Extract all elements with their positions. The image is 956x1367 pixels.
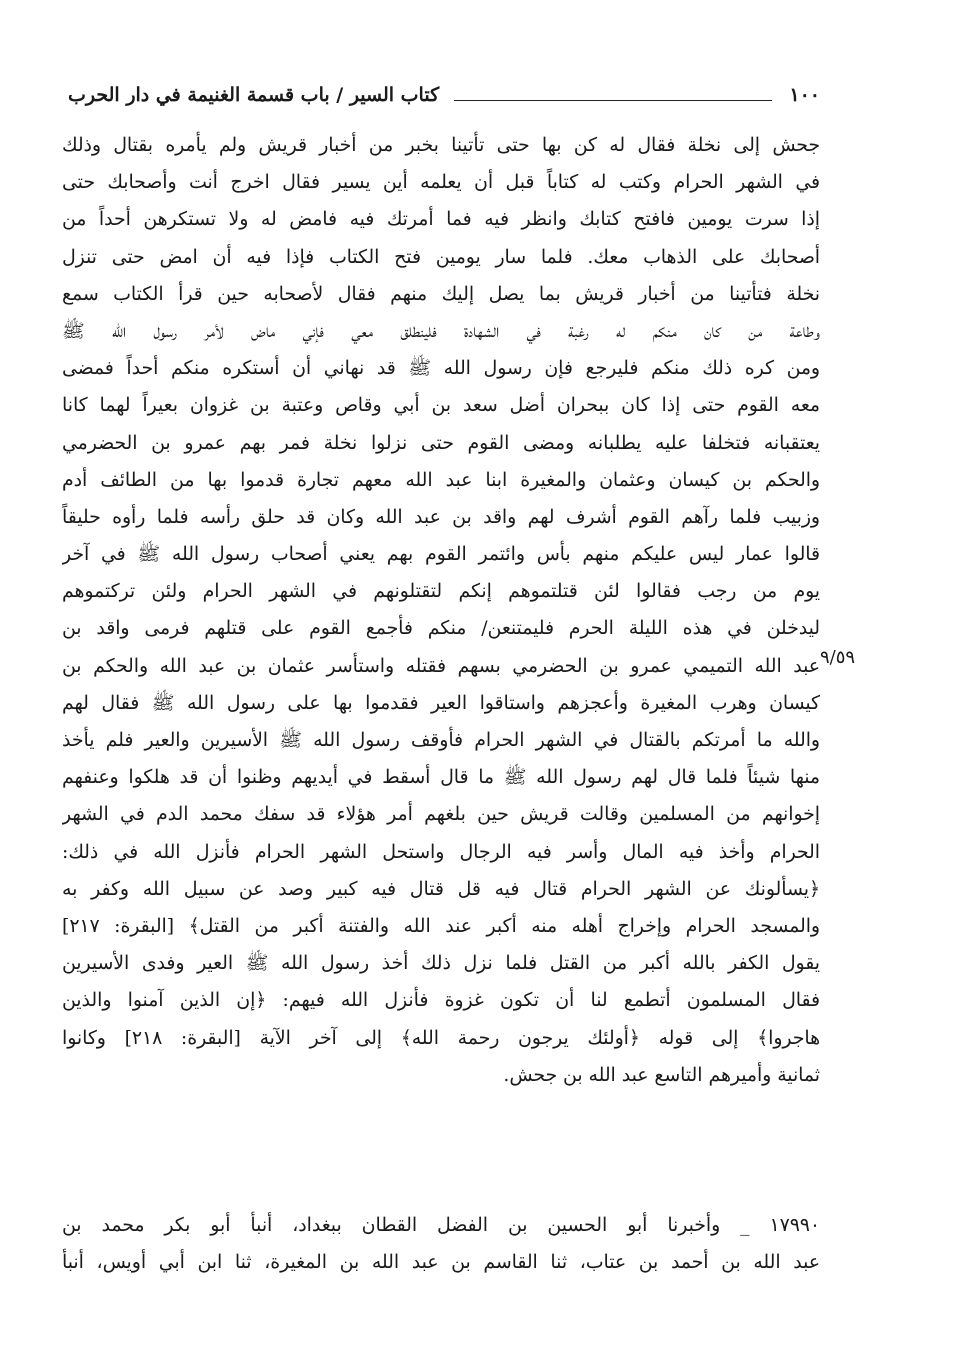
text-line: فقال المسلمون أتطمع لنا أن تكون غزوة فأنزل الله فيهم: ﴿إن الذين آمنوا والذين	[62, 990, 820, 1012]
text-line: هاجروا﴾ إلى قوله ﴿أولئك يرجون رحمة الله﴾ إلى آخر الآية [البقرة: ٢١٨] وكانوا	[62, 1027, 820, 1049]
page-number: ١٠٠	[789, 84, 820, 106]
text-line: نخلة فتأتينا من أخبار قريش بما يصل إليك منهم فقال لأصحابه حين قرأ الكتاب سمع	[62, 283, 820, 305]
text-line: ثمانية وأميرهم التاسع عبد الله بن جحش.	[503, 1064, 820, 1086]
text-line: أصحابك على الذهاب معك. فلما سار يومين فتح الكتاب فإذا فيه أن امض حتى تنزل	[62, 246, 820, 268]
text-line: كيسان وهرب المغيرة وأعجزهم واستاقوا العير فقدموا بها على رسول الله ﷺ فقال لهم	[62, 692, 820, 714]
main-text	[62, 127, 820, 1094]
text-line: وطاعة من كان منكم له رغبة في الشهادة فلينطلق معي فإني ماض لأمر رسول الله ﷺ	[62, 320, 820, 342]
text-line: وزبيب فلما رآهم القوم أشرف لهم واقد بن عبد الله وكان قد حلق رأسه فلما رأوه حليقاً	[62, 506, 820, 528]
text-line: إذا سرت يومين فافتح كتابك وانظر فيه فما أمرتك فيه فامض له ولا تستكرهن أحداً من	[62, 209, 820, 231]
hadith-line: ١٧٩٩٠ _ وأخبرنا أبو الحسين بن الفضل القطان ببغداد، أنبأ أبو بكر محمد بن	[62, 1215, 820, 1236]
text-line: قالوا عمار ليس عليكم منهم بأس وائتمر القوم بهم يعني أصحاب رسول الله ﷺ في آخر	[62, 544, 820, 566]
text-line: يقول الكفر بالله أكبر من القتل فلما نزل ذلك أخذ رسول الله ﷺ العير وفدى الأسيرين	[62, 953, 820, 975]
text-line: يعتقبانه فتخلفا عليه يطلبانه ومضى القوم حتى نزلوا نخلة فمر بهم عمرو بن الحضرمي	[62, 432, 820, 454]
text-line: ليدخلن في هذه الليلة الحرم فليمتنعن/ منكم فأجمع القوم على قتلهم فرمى واقد بن	[62, 618, 820, 640]
text-line: منها شيئاً فلما قال لهم رسول الله ﷺ ما قال أسقط في أيديهم وظنوا أن قد هلكوا وعنفهم	[62, 767, 820, 789]
text-line: ومن كره ذلك منكم فليرجع فإن رسول الله ﷺ قد نهاني أن أستكره منكم أحداً فمضى	[62, 358, 820, 380]
text-line: يوم من رجب فقالوا لئن قتلتموهم إنكم لتقتلونهم في الشهر الحرام ولئن تركتموهم	[62, 581, 820, 603]
text-line: معه القوم حتى إذا كان ببحران أضل سعد بن أبي وقاص وعتبة بن غزوان بعيراً لهما كانا	[62, 395, 820, 417]
text-line: الحرام وأخذ فيه المال وأسر فيه الرجال واستحل الشهر الحرام فأنزل الله في ذلك:	[62, 841, 820, 863]
hadith-line: عبد الله بن أحمد بن عتاب، ثنا القاسم بن عبد الله بن المغيرة، ثنا ابن أبي أويس، أنبأ	[62, 1252, 820, 1274]
quran-verse-line: والمسجد الحرام وإخراج أهله منه أكبر عند الله والفتنة أكبر من القتل﴾ [البقرة: ٢١٧]	[62, 915, 820, 937]
header-rule	[454, 100, 772, 101]
text-line: والحكم بن كيسان وعثمان والمغيرة ابنا عبد الله معهم تجارة قدموا بها من الطائف أدم	[62, 469, 820, 491]
page-header	[68, 78, 820, 112]
text-line: جحش إلى نخلة فقال له كن بها حتى تأتينا بخبر من أخبار قريش ولم يأمره بقتال وذلك	[62, 135, 820, 156]
text-line: عبد الله التميمي عمرو بن الحضرمي بسهم فقتله واستأسر عثمان بن عبد الله والحكم بن	[62, 655, 820, 677]
text-line: إخوانهم من المسلمين وقالت قريش حين بلغهم أمر هؤلاء قد سفك محمد الدم في الشهر	[62, 804, 820, 826]
margin-page-reference: ٩/٥٩	[820, 647, 856, 668]
text-line: والله ما أمرتكم بالقتال في الشهر الحرام فأوقف رسول الله ﷺ الأسيرين والعير فلم يأخذ	[62, 730, 820, 751]
quran-verse-line: ﴿يسألونك عن الشهر الحرام قتال فيه قل قتال فيه كبير وصد عن سبيل الله وكفر به	[62, 878, 820, 900]
running-title: كتاب السير / باب قسمة الغنيمة في دار الحرب	[68, 84, 440, 106]
text-line: في الشهر الحرام وكتب له كتاباً قبل أن يعلمه أين يسير فقال اخرج أنت وأصحابك حتى	[62, 172, 820, 194]
hadith-entry	[62, 1207, 820, 1281]
